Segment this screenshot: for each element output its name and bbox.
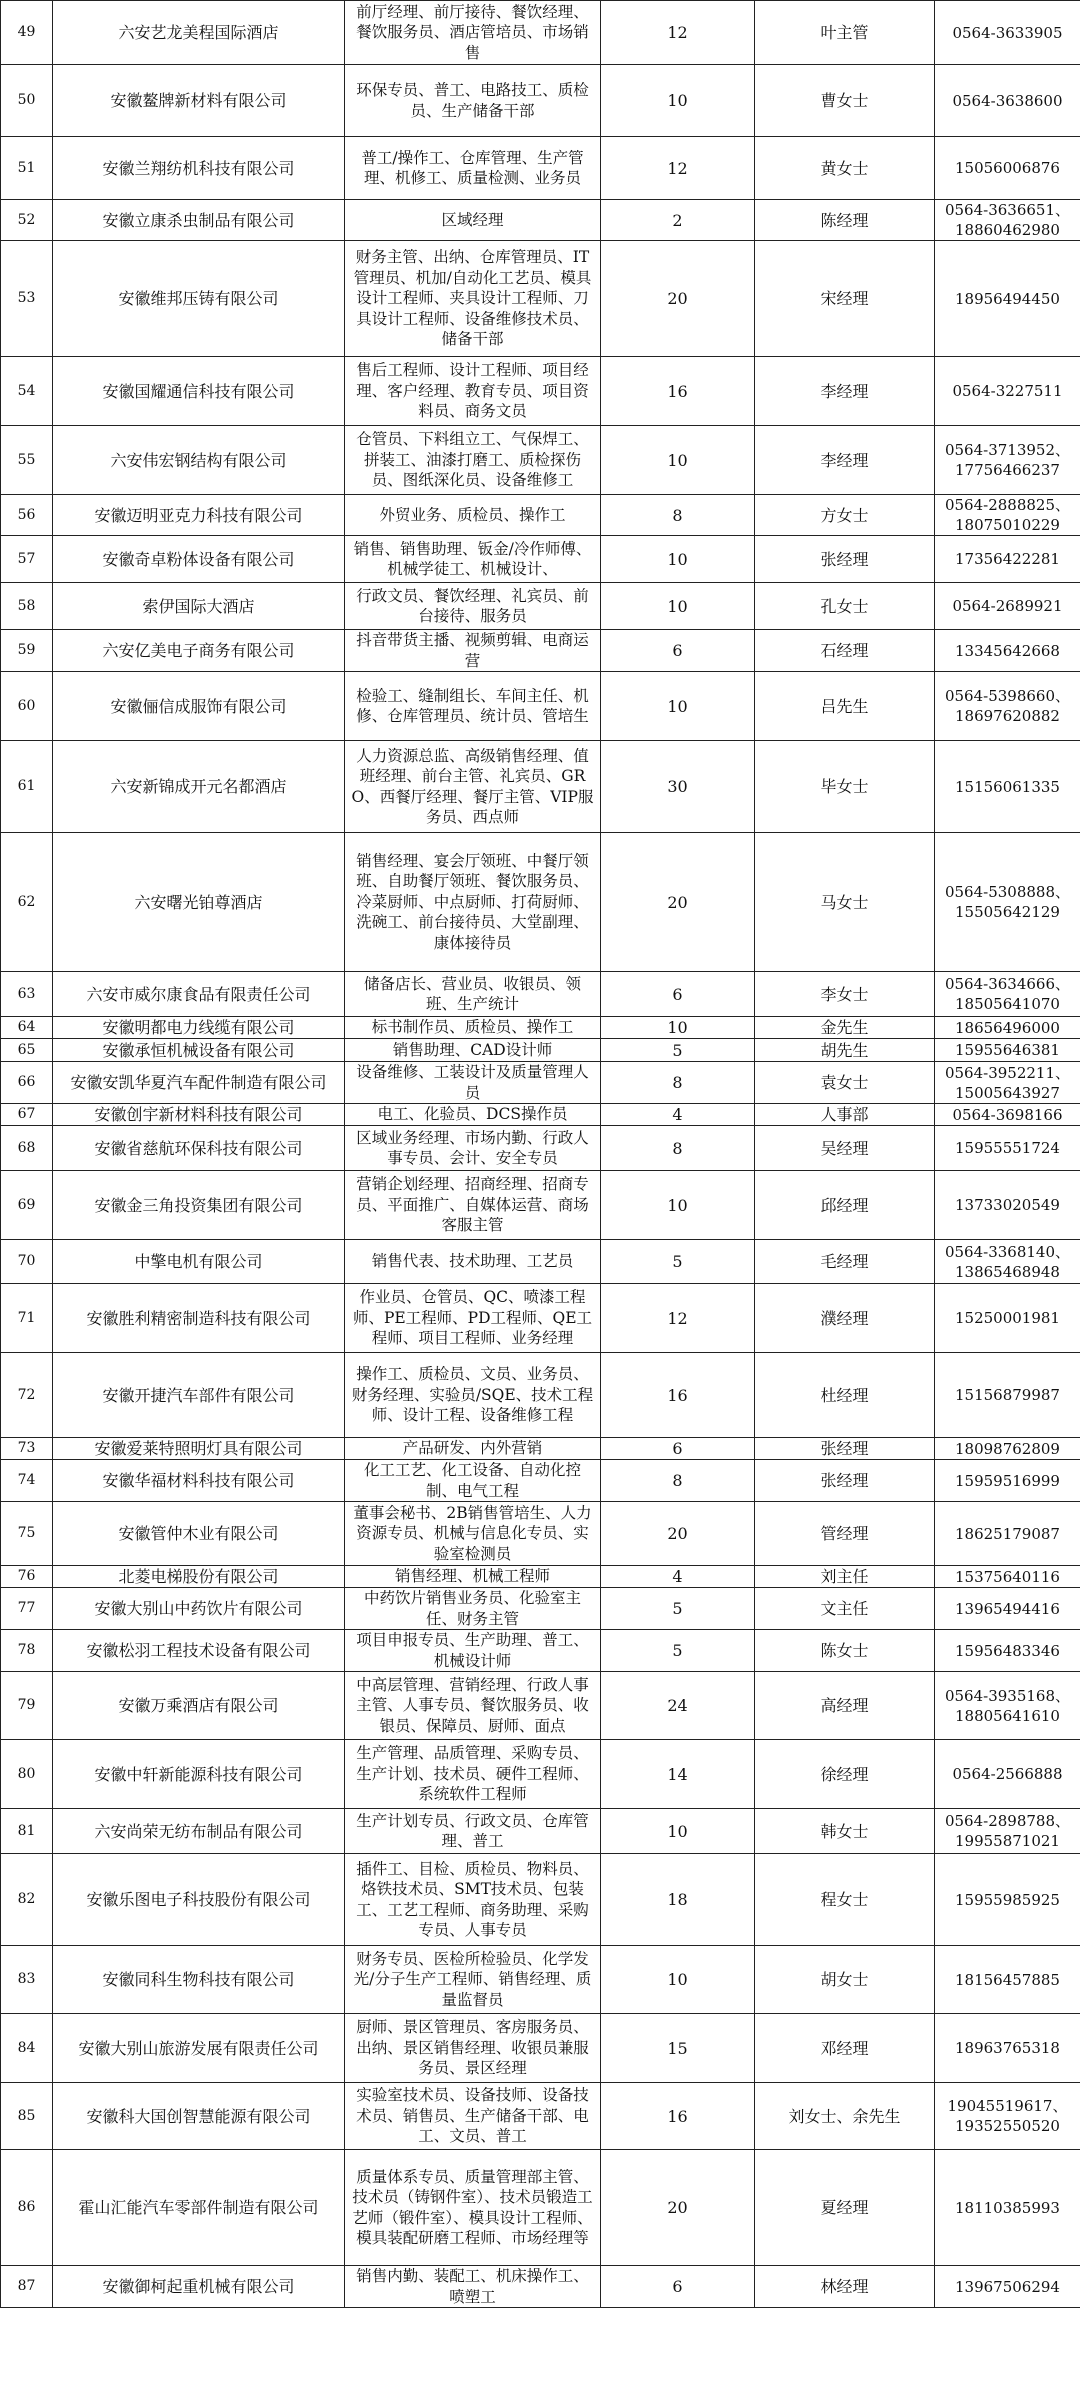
hiring-count: 6 [601, 630, 755, 672]
company-name: 六安曙光铂尊酒店 [53, 833, 345, 972]
row-number: 61 [1, 741, 53, 833]
row-number: 84 [1, 2014, 53, 2083]
hiring-count: 18 [601, 1854, 755, 1946]
row-number: 60 [1, 672, 53, 741]
company-name: 安徽承恒机械设备有限公司 [53, 1039, 345, 1062]
hiring-count: 4 [601, 1104, 755, 1126]
row-number: 55 [1, 426, 53, 495]
hiring-count: 8 [601, 1126, 755, 1171]
hiring-count: 10 [601, 536, 755, 583]
contact-person: 程女士 [755, 1854, 935, 1946]
contact-person: 邱经理 [755, 1171, 935, 1240]
contact-person: 袁女士 [755, 1062, 935, 1104]
table-row [1, 1740, 1080, 1809]
contact-person: 方女士 [755, 495, 935, 536]
row-number: 80 [1, 1740, 53, 1809]
company-name: 安徽乐图电子科技股份有限公司 [53, 1854, 345, 1946]
job-positions: 财务专员、医检所检验员、化学发光/分子生产工程师、销售经理、质量监督员 [345, 1946, 601, 2014]
hiring-count: 10 [601, 672, 755, 741]
contact-person: 曹女士 [755, 65, 935, 137]
hiring-count: 12 [601, 1284, 755, 1353]
job-positions: 董事会秘书、2B销售管培生、人力资源专员、机械与信息化专员、实验室检测员 [345, 1502, 601, 1566]
row-number: 66 [1, 1062, 53, 1104]
job-positions: 区域业务经理、市场内勤、行政人事专员、会计、安全专员 [345, 1126, 601, 1171]
row-number: 67 [1, 1104, 53, 1126]
company-name: 安徽御柯起重机械有限公司 [53, 2266, 345, 2308]
row-number: 76 [1, 1566, 53, 1588]
contact-phone: 0564-2898788、 19955871021 [935, 1809, 1080, 1854]
table-row [1, 536, 1080, 583]
row-number: 49 [1, 1, 53, 65]
hiring-count: 12 [601, 1, 755, 65]
table-row [1, 1, 1080, 65]
table-row [1, 1171, 1080, 1240]
company-name: 安徽维邦压铸有限公司 [53, 241, 345, 357]
hiring-count: 8 [601, 1062, 755, 1104]
table-row [1, 426, 1080, 495]
contact-phone: 0564-3698166 [935, 1104, 1080, 1126]
row-number: 54 [1, 357, 53, 426]
company-name: 安徽明都电力线缆有限公司 [53, 1017, 345, 1039]
table-row [1, 2083, 1080, 2150]
job-positions: 环保专员、普工、电路技工、质检员、生产储备干部 [345, 65, 601, 137]
row-number: 82 [1, 1854, 53, 1946]
job-positions: 售后工程师、设计工程师、项目经理、客户经理、教育专员、项目资料员、商务文员 [345, 357, 601, 426]
contact-phone: 13345642668 [935, 630, 1080, 672]
table-row [1, 1588, 1080, 1630]
company-name: 安徽安凯华夏汽车配件制造有限公司 [53, 1062, 345, 1104]
row-number: 50 [1, 65, 53, 137]
table-row [1, 1854, 1080, 1946]
row-number: 73 [1, 1438, 53, 1460]
contact-phone: 15956483346 [935, 1630, 1080, 1672]
contact-person: 林经理 [755, 2266, 935, 2308]
contact-person: 石经理 [755, 630, 935, 672]
job-positions: 中药饮片销售业务员、化验室主任、财务主管 [345, 1588, 601, 1630]
table-row [1, 1284, 1080, 1353]
job-positions: 实验室技术员、设备技师、设备技术员、销售员、生产储备干部、电工、文员、普工 [345, 2083, 601, 2150]
row-number: 52 [1, 200, 53, 241]
table-row [1, 583, 1080, 630]
company-name: 安徽松羽工程技术设备有限公司 [53, 1630, 345, 1672]
company-name: 中擎电机有限公司 [53, 1240, 345, 1284]
table-row [1, 1672, 1080, 1740]
hiring-count: 12 [601, 137, 755, 200]
company-name: 安徽大别山中药饮片有限公司 [53, 1588, 345, 1630]
table-row [1, 1502, 1080, 1566]
job-positions: 销售助理、CAD设计师 [345, 1039, 601, 1062]
contact-person: 杜经理 [755, 1353, 935, 1438]
job-positions: 仓管员、下料组立工、气保焊工、拼装工、油漆打磨工、质检探伤员、图纸深化员、设备维修工 [345, 426, 601, 495]
job-positions: 销售、销售助理、钣金/冷作师傅、机械学徒工、机械设计、 [345, 536, 601, 583]
contact-person: 金先生 [755, 1017, 935, 1039]
job-positions: 区域经理 [345, 200, 601, 241]
company-name: 安徽国耀通信科技有限公司 [53, 357, 345, 426]
contact-person: 夏经理 [755, 2150, 935, 2266]
table-row [1, 1126, 1080, 1171]
contact-person: 李经理 [755, 357, 935, 426]
contact-phone: 19045519617、 19352550520 [935, 2083, 1080, 2150]
job-positions: 销售经理、机械工程师 [345, 1566, 601, 1588]
table-row [1, 1062, 1080, 1104]
row-number: 56 [1, 495, 53, 536]
row-number: 72 [1, 1353, 53, 1438]
contact-phone: 15959516999 [935, 1460, 1080, 1502]
table-row [1, 1566, 1080, 1588]
job-positions: 人力资源总监、高级销售经理、值班经理、前台主管、礼宾员、GRO、西餐厅经理、餐厅主管、VIP服务员、西点师 [345, 741, 601, 833]
contact-phone: 13967506294 [935, 2266, 1080, 2308]
contact-phone: 18956494450 [935, 241, 1080, 357]
hiring-count: 20 [601, 833, 755, 972]
row-number: 59 [1, 630, 53, 672]
hiring-count: 10 [601, 426, 755, 495]
contact-phone: 0564-3227511 [935, 357, 1080, 426]
hiring-count: 4 [601, 1566, 755, 1588]
job-positions: 项目申报专员、生产助理、普工、机械设计师 [345, 1630, 601, 1672]
job-positions: 电工、化验员、DCS操作员 [345, 1104, 601, 1126]
company-name: 安徽科大国创智慧能源有限公司 [53, 2083, 345, 2150]
company-name: 安徽迈明亚克力科技有限公司 [53, 495, 345, 536]
hiring-count: 10 [601, 583, 755, 630]
row-number: 83 [1, 1946, 53, 2014]
hiring-count: 10 [601, 65, 755, 137]
contact-person: 叶主管 [755, 1, 935, 65]
row-number: 77 [1, 1588, 53, 1630]
company-name: 安徽中轩新能源科技有限公司 [53, 1740, 345, 1809]
contact-phone: 13965494416 [935, 1588, 1080, 1630]
row-number: 74 [1, 1460, 53, 1502]
contact-person: 韩女士 [755, 1809, 935, 1854]
company-name: 安徽创宇新材料科技有限公司 [53, 1104, 345, 1126]
row-number: 53 [1, 241, 53, 357]
row-number: 57 [1, 536, 53, 583]
row-number: 75 [1, 1502, 53, 1566]
job-positions: 行政文员、餐饮经理、礼宾员、前台接待、服务员 [345, 583, 601, 630]
row-number: 79 [1, 1672, 53, 1740]
company-name: 安徽俪信成服饰有限公司 [53, 672, 345, 741]
company-name: 六安市威尔康食品有限责任公司 [53, 972, 345, 1017]
table-row [1, 1017, 1080, 1039]
contact-phone: 15955985925 [935, 1854, 1080, 1946]
job-positions: 化工工艺、化工设备、自动化控制、电气工程 [345, 1460, 601, 1502]
row-number: 71 [1, 1284, 53, 1353]
contact-person: 胡先生 [755, 1039, 935, 1062]
job-positions: 作业员、仓管员、QC、喷漆工程师、PE工程师、PD工程师、QE工程师、项目工程师、业务经理 [345, 1284, 601, 1353]
contact-phone: 18963765318 [935, 2014, 1080, 2083]
company-name: 安徽胜利精密制造科技有限公司 [53, 1284, 345, 1353]
hiring-count: 6 [601, 2266, 755, 2308]
table-row [1, 2150, 1080, 2266]
contact-phone: 18110385993 [935, 2150, 1080, 2266]
hiring-count: 5 [601, 1588, 755, 1630]
job-positions: 普工/操作工、仓库管理、生产管理、机修工、质量检测、业务员 [345, 137, 601, 200]
contact-phone: 18625179087 [935, 1502, 1080, 1566]
contact-person: 邓经理 [755, 2014, 935, 2083]
contact-phone: 0564-2566888 [935, 1740, 1080, 1809]
row-number: 68 [1, 1126, 53, 1171]
contact-phone: 15955646381 [935, 1039, 1080, 1062]
contact-phone: 0564-3368140、 13865468948 [935, 1240, 1080, 1284]
hiring-count: 10 [601, 1017, 755, 1039]
contact-phone: 0564-3634666、 18505641070 [935, 972, 1080, 1017]
hiring-count: 16 [601, 2083, 755, 2150]
hiring-count: 14 [601, 1740, 755, 1809]
row-number: 70 [1, 1240, 53, 1284]
job-positions: 设备维修、工装设计及质量管理人员 [345, 1062, 601, 1104]
table-row [1, 741, 1080, 833]
company-name: 安徽万乘酒店有限公司 [53, 1672, 345, 1740]
row-number: 87 [1, 2266, 53, 2308]
hiring-count: 20 [601, 2150, 755, 2266]
contact-person: 刘主任 [755, 1566, 935, 1588]
company-name: 安徽管仲木业有限公司 [53, 1502, 345, 1566]
table-row [1, 495, 1080, 536]
contact-person: 毕女士 [755, 741, 935, 833]
row-number: 62 [1, 833, 53, 972]
company-name: 北菱电梯股份有限公司 [53, 1566, 345, 1588]
contact-phone: 18098762809 [935, 1438, 1080, 1460]
row-number: 64 [1, 1017, 53, 1039]
table-row [1, 672, 1080, 741]
contact-person: 毛经理 [755, 1240, 935, 1284]
job-positions: 储备店长、营业员、收银员、领班、生产统计 [345, 972, 601, 1017]
job-positions: 生产管理、品质管理、采购专员、生产计划、技术员、硬件工程师、系统软件工程师 [345, 1740, 601, 1809]
contact-person: 李女士 [755, 972, 935, 1017]
row-number: 63 [1, 972, 53, 1017]
hiring-count: 6 [601, 972, 755, 1017]
company-name: 安徽立康杀虫制品有限公司 [53, 200, 345, 241]
contact-person: 宋经理 [755, 241, 935, 357]
row-number: 85 [1, 2083, 53, 2150]
table-row [1, 1460, 1080, 1502]
contact-person: 陈女士 [755, 1630, 935, 1672]
job-positions: 销售内勤、装配工、机床操作工、喷塑工 [345, 2266, 601, 2308]
job-positions: 前厅经理、前厅接待、餐饮经理、餐饮服务员、酒店管培员、市场销售 [345, 1, 601, 65]
company-name: 六安伟宏钢结构有限公司 [53, 426, 345, 495]
company-name: 霍山汇能汽车零部件制造有限公司 [53, 2150, 345, 2266]
table-row [1, 1039, 1080, 1062]
company-name: 安徽同科生物科技有限公司 [53, 1946, 345, 2014]
contact-phone: 0564-3935168、 18805641610 [935, 1672, 1080, 1740]
table-row [1, 241, 1080, 357]
company-name: 六安艺龙美程国际酒店 [53, 1, 345, 65]
contact-person: 孔女士 [755, 583, 935, 630]
contact-person: 文主任 [755, 1588, 935, 1630]
table-body [1, 1, 1080, 2308]
contact-person: 陈经理 [755, 200, 935, 241]
hiring-count: 5 [601, 1039, 755, 1062]
company-name: 六安新锦成开元名都酒店 [53, 741, 345, 833]
company-name: 安徽奇卓粉体设备有限公司 [53, 536, 345, 583]
table-row [1, 1946, 1080, 2014]
table-row [1, 630, 1080, 672]
company-name: 安徽兰翔纺机科技有限公司 [53, 137, 345, 200]
table-row [1, 1353, 1080, 1438]
contact-person: 高经理 [755, 1672, 935, 1740]
contact-phone: 0564-2689921 [935, 583, 1080, 630]
contact-person: 刘女士、余先生 [755, 2083, 935, 2150]
company-name: 安徽鳌牌新材料有限公司 [53, 65, 345, 137]
hiring-count: 16 [601, 357, 755, 426]
contact-phone: 0564-3636651、 18860462980 [935, 200, 1080, 241]
row-number: 86 [1, 2150, 53, 2266]
table-row [1, 137, 1080, 200]
contact-phone: 15056006876 [935, 137, 1080, 200]
table-row [1, 200, 1080, 241]
contact-person: 濮经理 [755, 1284, 935, 1353]
hiring-count: 2 [601, 200, 755, 241]
hiring-count: 10 [601, 1171, 755, 1240]
row-number: 51 [1, 137, 53, 200]
contact-person: 徐经理 [755, 1740, 935, 1809]
hiring-count: 10 [601, 1946, 755, 2014]
contact-person: 吴经理 [755, 1126, 935, 1171]
job-positions: 质量体系专员、质量管理部主管、技术员（铸钢件室）、技术员锻造工艺师（锻件室）、模具设计工程师、模具装配研磨工程师、市场经理等 [345, 2150, 601, 2266]
contact-person: 马女士 [755, 833, 935, 972]
contact-person: 张经理 [755, 1460, 935, 1502]
company-name: 安徽省慈航环保科技有限公司 [53, 1126, 345, 1171]
contact-phone: 15955551724 [935, 1126, 1080, 1171]
contact-person: 张经理 [755, 1438, 935, 1460]
job-positions: 中高层管理、营销经理、行政人事主管、人事专员、餐饮服务员、收银员、保障员、厨师、面点 [345, 1672, 601, 1740]
contact-phone: 15156061335 [935, 741, 1080, 833]
job-positions: 厨师、景区管理员、客房服务员、出纳、景区销售经理、收银员兼服务员、景区经理 [345, 2014, 601, 2083]
job-positions: 操作工、质检员、文员、业务员、财务经理、实验员/SQE、技术工程师、设计工程、设备维修工程 [345, 1353, 601, 1438]
hiring-count: 30 [601, 741, 755, 833]
contact-phone: 0564-3952211、 15005643927 [935, 1062, 1080, 1104]
hiring-count: 8 [601, 495, 755, 536]
contact-phone: 0564-3638600 [935, 65, 1080, 137]
hiring-count: 16 [601, 1353, 755, 1438]
company-name: 索伊国际大酒店 [53, 583, 345, 630]
contact-phone: 17356422281 [935, 536, 1080, 583]
hiring-count: 15 [601, 2014, 755, 2083]
table-row [1, 1240, 1080, 1284]
row-number: 81 [1, 1809, 53, 1854]
company-name: 安徽华福材料科技有限公司 [53, 1460, 345, 1502]
job-positions: 插件工、目检、质检员、物料员、烙铁技术员、SMT技术员、包装工、工艺工程师、商务助理、采购专员、人事专员 [345, 1854, 601, 1946]
company-name: 安徽金三角投资集团有限公司 [53, 1171, 345, 1240]
contact-phone: 15156879987 [935, 1353, 1080, 1438]
company-name: 安徽开捷汽车部件有限公司 [53, 1353, 345, 1438]
contact-phone: 18656496000 [935, 1017, 1080, 1039]
contact-person: 胡女士 [755, 1946, 935, 2014]
job-positions: 销售经理、宴会厅领班、中餐厅领班、自助餐厅领班、餐饮服务员、冷菜厨师、中点厨师、打荷厨师、洗碗工、前台接待员、大堂副理、康体接待员 [345, 833, 601, 972]
row-number: 78 [1, 1630, 53, 1672]
hiring-count: 6 [601, 1438, 755, 1460]
hiring-count: 5 [601, 1240, 755, 1284]
table-row [1, 65, 1080, 137]
contact-phone: 0564-2888825、 18075010229 [935, 495, 1080, 536]
contact-person: 张经理 [755, 536, 935, 583]
row-number: 69 [1, 1171, 53, 1240]
contact-phone: 0564-3713952、 17756466237 [935, 426, 1080, 495]
contact-person: 人事部 [755, 1104, 935, 1126]
contact-phone: 15250001981 [935, 1284, 1080, 1353]
table-row [1, 357, 1080, 426]
job-positions: 生产计划专员、行政文员、仓库管理、普工 [345, 1809, 601, 1854]
contact-phone: 0564-5308888、 15505642129 [935, 833, 1080, 972]
contact-phone: 18156457885 [935, 1946, 1080, 2014]
hiring-count: 20 [601, 1502, 755, 1566]
contact-person: 李经理 [755, 426, 935, 495]
table-row [1, 1630, 1080, 1672]
contact-phone: 15375640116 [935, 1566, 1080, 1588]
company-name: 安徽大别山旅游发展有限责任公司 [53, 2014, 345, 2083]
contact-phone: 13733020549 [935, 1171, 1080, 1240]
contact-person: 吕先生 [755, 672, 935, 741]
hiring-count: 24 [601, 1672, 755, 1740]
row-number: 65 [1, 1039, 53, 1062]
hiring-count: 10 [601, 1809, 755, 1854]
job-positions: 产品研发、内外营销 [345, 1438, 601, 1460]
company-name: 安徽爱莱特照明灯具有限公司 [53, 1438, 345, 1460]
table-row [1, 2266, 1080, 2308]
contact-person: 黄女士 [755, 137, 935, 200]
job-positions: 营销企划经理、招商经理、招商专员、平面推广、自媒体运营、商场客服主管 [345, 1171, 601, 1240]
table-row [1, 1104, 1080, 1126]
table-row [1, 2014, 1080, 2083]
contact-person: 管经理 [755, 1502, 935, 1566]
job-positions: 财务主管、出纳、仓库管理员、IT管理员、机加/自动化工艺员、模具设计工程师、夹具设计工程师、刀具设计工程师、设备维修技术员、储备干部 [345, 241, 601, 357]
table-row [1, 972, 1080, 1017]
contact-phone: 0564-3633905 [935, 1, 1080, 65]
hiring-count: 20 [601, 241, 755, 357]
table-row [1, 1438, 1080, 1460]
job-positions: 销售代表、技术助理、工艺员 [345, 1240, 601, 1284]
job-positions: 标书制作员、质检员、操作工 [345, 1017, 601, 1039]
table-row [1, 1809, 1080, 1854]
job-positions: 检验工、缝制组长、车间主任、机修、仓库管理员、统计员、管培生 [345, 672, 601, 741]
company-name: 六安亿美电子商务有限公司 [53, 630, 345, 672]
table-row [1, 833, 1080, 972]
contact-phone: 0564-5398660、 18697620882 [935, 672, 1080, 741]
job-positions: 外贸业务、质检员、操作工 [345, 495, 601, 536]
hiring-count: 5 [601, 1630, 755, 1672]
company-name: 六安尚荣无纺布制品有限公司 [53, 1809, 345, 1854]
row-number: 58 [1, 583, 53, 630]
hiring-count: 8 [601, 1460, 755, 1502]
job-positions: 抖音带货主播、视频剪辑、电商运营 [345, 630, 601, 672]
